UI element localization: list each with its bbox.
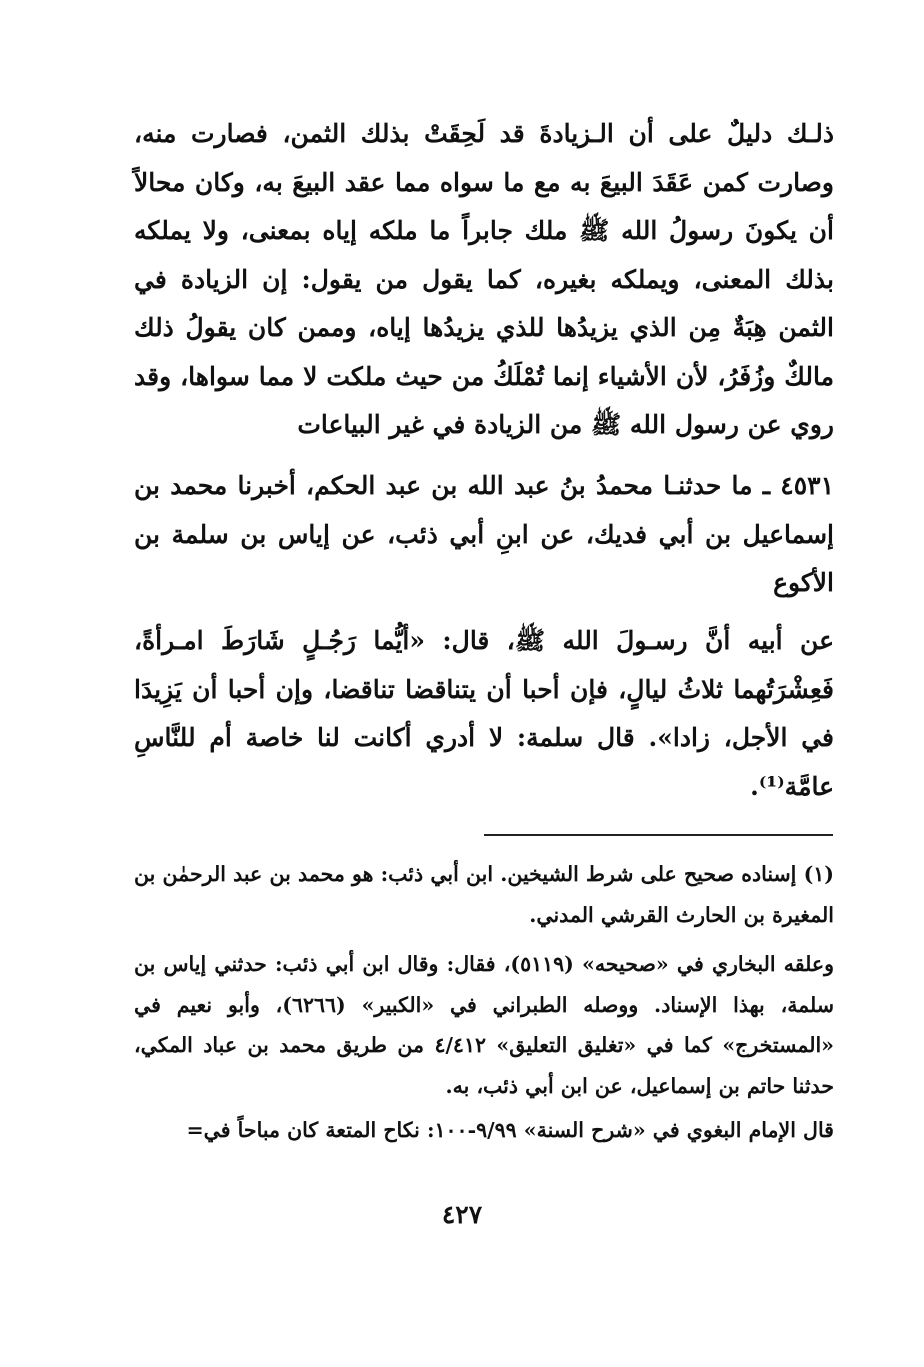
footnote-2 <box>134 944 834 1106</box>
footnote-2-text: وعلقه البخاري في «صحيحه» (٥١١٩)، فقال: وقال ابن أبي ذئب: حدثني إياس بن سلمة، بهذا الإسناد. ووصله الطبراني في «الكبير» (٦٢٦٦)، وأبو نعيم في «المستخرج» كما في «تغليق التعليق» ٤/٤١٢ من طريق محمد بن عباد المكي، حدثنا حاتم بن إسماعيل، عن ابن أبي ذئب، به. <box>134 952 834 1098</box>
hadith-isnad-text: ٤٥٣١ ـ ما حدثنـا محمدُ بنُ عبد الله بن عبد الحكم، أخبرنا محمد بن إسماعيل بن أبي فديك، عن ابنِ أبي ذئب، عن إياس بن سلمة بن الأكوع <box>134 471 834 597</box>
footnote-3-text: قال الإمام البغوي في «شرح السنة» ٩/٩٩-١٠٠: نكاح المتعة كان مباحاً في= <box>186 1118 834 1142</box>
footnote-3 <box>134 1110 834 1151</box>
hadith-matn-paragraph <box>134 617 834 811</box>
footnote-1-text: (١) إسناده صحيح على شرط الشيخين. ابن أبي ذئب: هو محمد بن عبد الرحمٰن بن المغيرة بن الحارث القرشي المدني. <box>134 862 834 927</box>
hadith-matn-text: عن أبيه أنَّ رسـولَ الله ﷺ، قال: «أيُّما رَجُـلٍ شَارَطَ امـرأةً، فَعِشْرَتُهما ثلاثُ ليالٍ، فإن أحبا أن يتناقضا تناقضا، وإن أحبا أن يَزِيدَا في الأجل، زادا». قال سلمة: لا أدري أكانت لنا خاصة أم للنَّاسِ عامَّة⁽¹⁾. <box>134 626 834 801</box>
footnote-1 <box>134 854 834 935</box>
hadith-isnad-paragraph <box>134 462 834 608</box>
page-number: ٤٢٧ <box>441 1200 483 1229</box>
main-paragraph-1-text: ذلـك دليلٌ على أن الـزيادةَ قد لَحِقَتْ بذلك الثمن، فصارت منه، وصارت كمن عَقَدَ البيعَ به مع ما سواه مما عقد البيعَ به، وكان محالاً أن يكونَ رسولُ الله ﷺ ملك جابراً ما ملكه إياه بمعنى، ولا يملكه بذلك المعنى، ويملكه بغيره، كما يقول من يقول: إن الزيادة في الثمن هِبَةٌ مِن الذي يزيدُها للذي يزيدُها إياه، وممن كان يقولُ ذلك مالكٌ وزُفَرُ، لأن الأشياء إنما تُمْلَكُ من حيث ملكت لا مما سواها، وقد روي عن رسول الله ﷺ من الزيادة في غير البياعات <box>134 119 834 439</box>
footnote-divider <box>484 834 833 836</box>
main-paragraph-1 <box>134 110 834 450</box>
